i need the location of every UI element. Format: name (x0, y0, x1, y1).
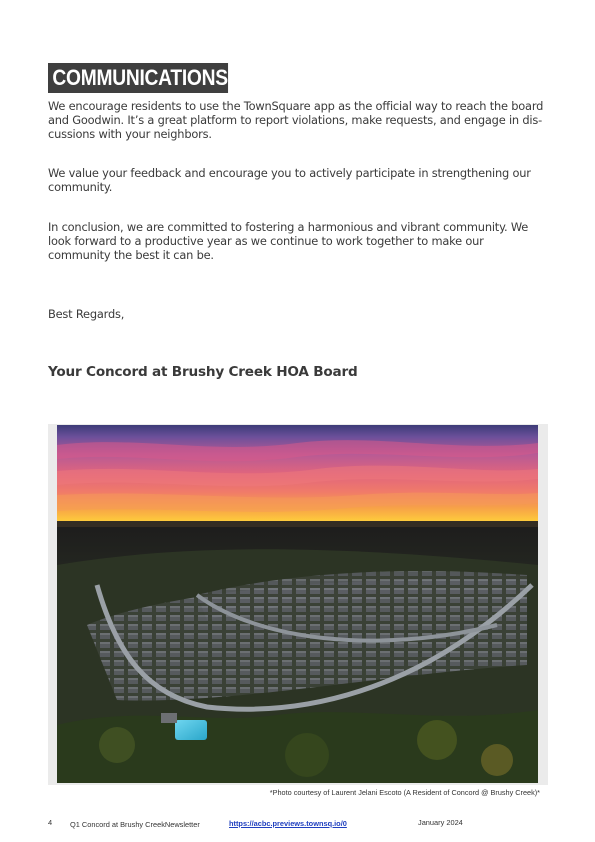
photo-frame (48, 424, 548, 785)
paragraph-townsquare: We encourage residents to use the TownSquare app as the official way to reach the board and Goodwin. It’s a great platform to report violations, make requests, and engage in discussions with your neighbors. (48, 99, 544, 141)
closing-line: Best Regards, (48, 307, 125, 321)
page-number: 4 (48, 818, 53, 827)
section-title: COMMUNICATIONS (48, 63, 228, 93)
aerial-sunset-photo (57, 425, 538, 783)
signature: Your Concord at Brushy Creek HOA Board (48, 364, 358, 380)
photo-caption: *Photo courtesy of Laurent Jelani Escoto (A Resident of Concord @ Brushy Creek)* (269, 788, 540, 797)
footer-date: January 2024 (418, 818, 463, 827)
townsquare-link[interactable]: https://acbc.previews.townsq.io/0 (229, 819, 347, 828)
paragraph-conclusion: In conclusion, we are committed to fostering a harmonious and vibrant community. We look forward to a productive year as we continue to work together to make our community the best it can be. (48, 220, 529, 262)
paragraph-feedback: We value your feedback and encourage you to actively participate in strengthening our community. (48, 166, 531, 194)
newsletter-name: Q1 Concord at Brushy CreekNewsletter (70, 820, 200, 829)
